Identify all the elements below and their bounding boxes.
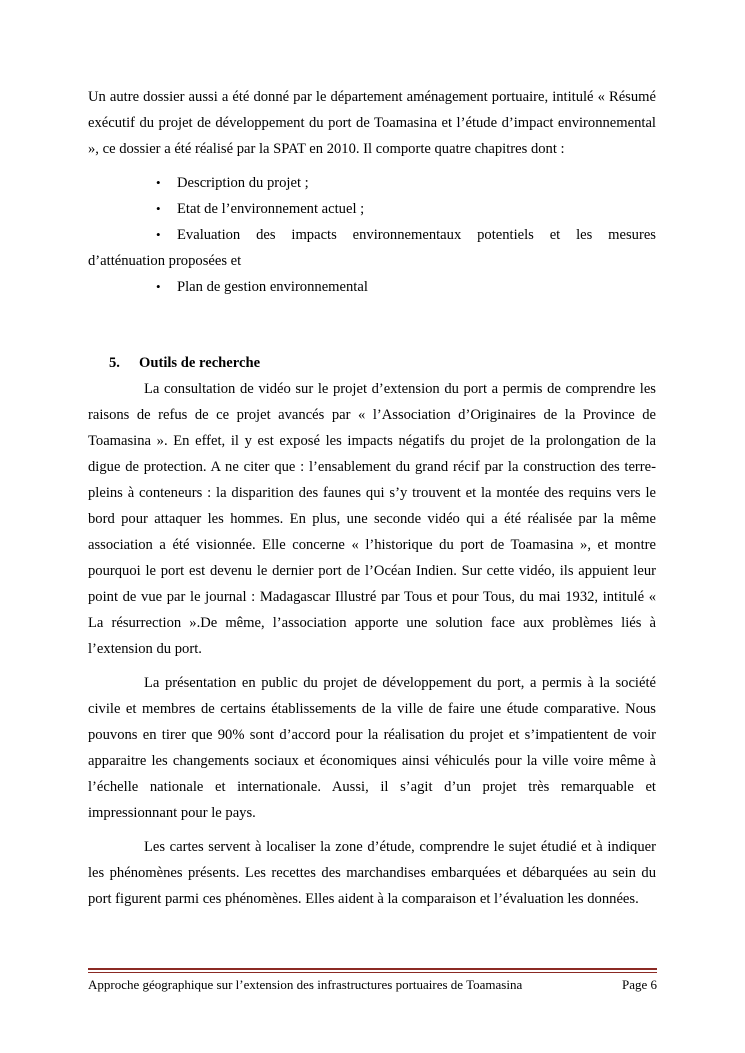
section-number: 5. — [109, 355, 120, 371]
bullet-text: Description du projet ; — [177, 175, 309, 191]
footer-divider — [88, 968, 657, 970]
bullet-dot-icon: • — [156, 175, 161, 190]
section-heading — [88, 350, 656, 376]
bullet-text: Etat de l’environnement actuel ; — [177, 201, 365, 217]
bullet-item — [88, 170, 656, 196]
bullet-text: Evaluation des impacts environnementaux potentiels et les mesures — [177, 227, 656, 243]
paragraph-presentation: La présentation en public du projet de développement du port, a permis à la société civile et membres de certains établissements de la ville de faire une étude comparative. Nous pouvons en tirer que 90% sont d’accord pour la réalisation du projet et s’impatientent de voir apparaitre les changements sociaux et économiques ainsi véhiculés pour la ville voire même à l’échelle nationale et internationale. Aussi, il s’agit d’un projet très remarquable et impressionnant pour le pays. — [88, 675, 656, 821]
bullet-dot-icon: • — [156, 279, 161, 294]
bullet-item — [88, 222, 656, 248]
paragraph-cartes: Les cartes servent à localiser la zone d’étude, comprendre le sujet étudié et à indiquer les phénomènes présents. Les recettes des marchandises embarquées et débarquées au sein du port figurent parmi ces phénomènes. Elles aident à la comparaison et l’évaluation les données. — [88, 839, 656, 907]
bullet-text-continuation: d’atténuation proposées et — [88, 253, 242, 269]
bullet-item — [88, 196, 656, 222]
bullet-dot-icon: • — [156, 201, 161, 216]
bullet-dot-icon: • — [156, 227, 161, 242]
document-body — [88, 84, 656, 920]
bullet-item — [88, 274, 656, 300]
paragraph-intro: Un autre dossier aussi a été donné par le département aménagement portuaire, intitulé « Résumé exécutif du projet de développement du port de Toamasina et l’étude d’impact environnemental », ce dossier a été réalisé par la SPAT en 2010. Il comporte quatre chapitres dont : — [88, 89, 656, 157]
page-footer — [88, 976, 657, 994]
footer-title: Approche géographique sur l’extension des infrastructures portuaires de Toamasina — [88, 977, 523, 992]
section-title: Outils de recherche — [139, 355, 261, 371]
page-number: Page 6 — [621, 977, 657, 992]
footer-divider-thin — [88, 972, 657, 973]
bullet-text: Plan de gestion environnemental — [177, 279, 368, 295]
paragraph-videos: La consultation de vidéo sur le projet d’extension du port a permis de comprendre les raisons de refus de ce projet avancés par « l’Association d’Originaires de la Province de Toamasina ». En effet, il y est exposé les impacts négatifs du projet de la prolongation de la digue de protection. A ne citer que : l’ensablement du grand récif par la construction des terre-pleins à conteneurs : la disparition des faunes qui s’y trouvent et la montée des requins vers le bord pour attaquer les hommes. En plus, une seconde vidéo qui a été réalisée par la même association a été visionnée. Elle concerne « l’historique du port de Toamasina », et montre pourquoi le port est devenu le dernier port de l’Océan Indien. Sur cette vidéo, ils appuient leur point de vue par le journal : Madagascar Illustré par Tous et pour Tous, du mai 1932, intitulé « La résurrection ».De même, l’association apporte une solution face aux problèmes liés à l’extension du port. — [88, 381, 656, 657]
